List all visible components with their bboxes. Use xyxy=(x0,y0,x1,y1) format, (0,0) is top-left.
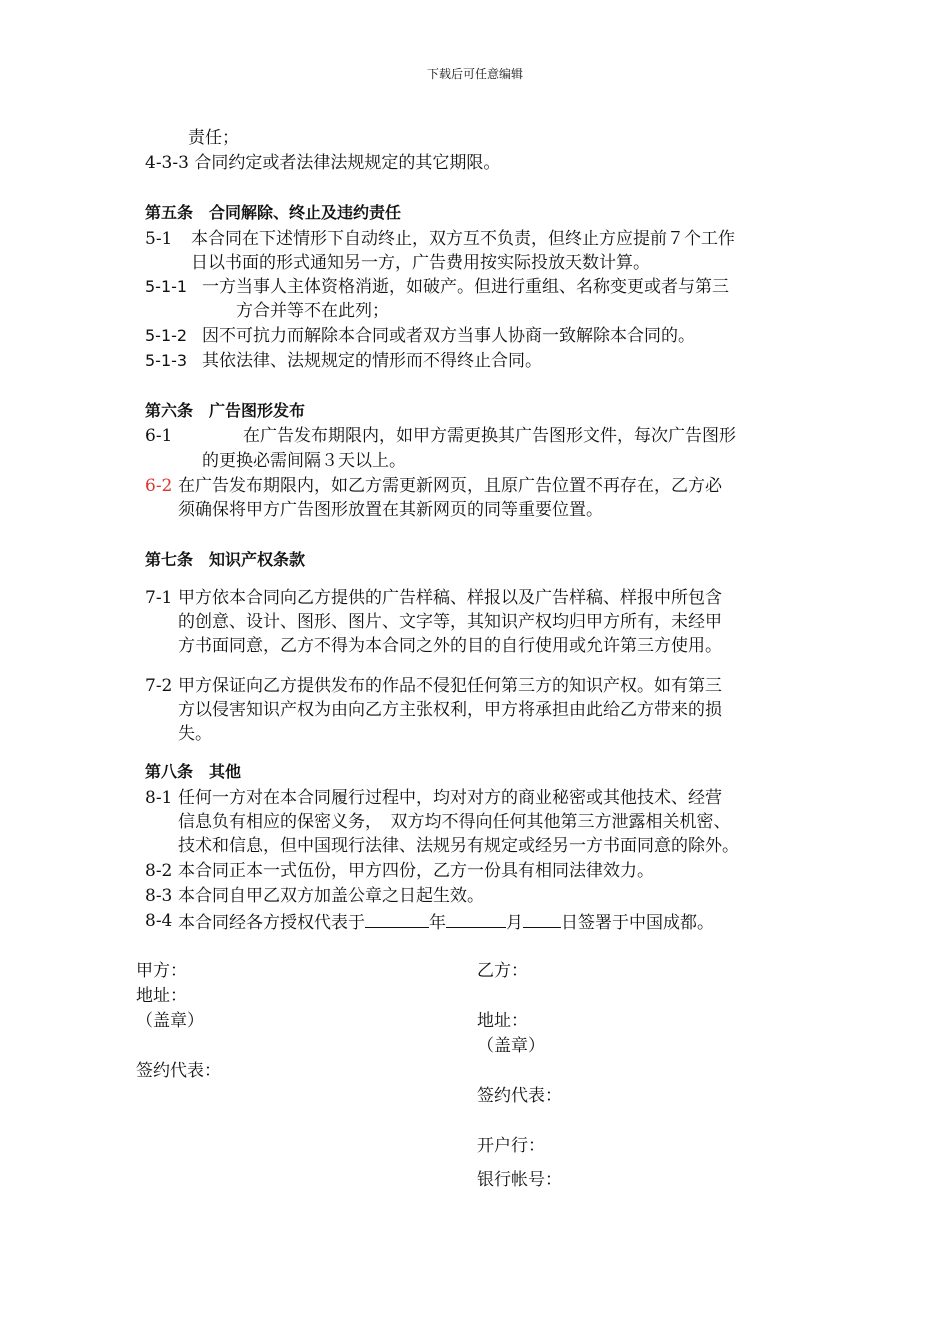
clause-5-1-line-1: 本合同在下述情形下自动终止，双方互不负责，但终止方应提前７个工作 xyxy=(191,229,735,249)
clause-8-1-line-3: 技术和信息，但中国现行法律、法规另有规定或经另一方书面同意的除外。 xyxy=(178,836,739,856)
clause-7-1-line-3: 方书面同意，乙方不得为本合同之外的目的自行使用或允许第三方使用。 xyxy=(178,636,722,656)
clause-8-2-number: 8-2 xyxy=(145,861,173,881)
page-header: 下载后可任意编辑 xyxy=(426,67,523,81)
party-b-account: 银行帐号： xyxy=(477,1170,562,1190)
clause-6-2-line-2: 须确保将甲方广告图形放置在其新网页的同等重要位置。 xyxy=(178,500,603,520)
article-8-heading: 第八条 其他 xyxy=(145,762,242,781)
party-a-seal: （盖章） xyxy=(136,1011,204,1031)
article-7-heading: 第七条 知识产权条款 xyxy=(145,550,306,569)
party-b-address: 地址： xyxy=(477,1011,528,1031)
clause-number: 4-3-3 xyxy=(145,153,189,173)
year-blank[interactable] xyxy=(365,909,429,928)
clause-6-2-line-1: 在广告发布期限内，如乙方需更新网页，且原广告位置不再存在，乙方必 xyxy=(178,476,722,496)
clause-6-1-line-1: 在广告发布期限内，如甲方需更换其广告图形文件，每次广告图形 xyxy=(243,426,736,446)
signing-text-pre: 本合同经各方授权代表于 xyxy=(178,913,365,933)
clause-5-1-1-number: 5-1-1 xyxy=(145,277,188,296)
party-b-seal: （盖章） xyxy=(477,1036,545,1056)
clause-5-1-3-text: 其依法律、法规规定的情形而不得终止合同。 xyxy=(202,351,542,371)
party-a-address: 地址： xyxy=(136,986,187,1006)
clause-7-2-line-3: 失。 xyxy=(178,724,212,744)
clause-6-2-number: 6-2 xyxy=(145,476,173,496)
continuation-text: 责任； xyxy=(188,128,239,148)
clause-7-2-line-2: 方以侵害知识产权为由向乙方主张权利，甲方将承担由此给乙方带来的损 xyxy=(178,700,722,720)
clause-8-2-text: 本合同正本一式伍份，甲方四份，乙方一份具有相同法律效力。 xyxy=(178,861,654,881)
article-6-heading: 第六条 广告图形发布 xyxy=(145,401,306,420)
clause-8-1-line-1: 任何一方对在本合同履行过程中，均对对方的商业秘密或其他技术、经营 xyxy=(178,788,722,808)
clause-5-1-2-text: 因不可抗力而解除本合同或者双方当事人协商一致解除本合同的。 xyxy=(202,326,695,346)
month-blank[interactable] xyxy=(446,909,506,928)
clause-5-1-1-line-1: 一方当事人主体资格消逝，如破产。但进行重组、名称变更或者与第三 xyxy=(202,277,729,297)
clause-5-1-number: 5-1 xyxy=(145,229,173,249)
clause-8-3-number: 8-3 xyxy=(145,886,173,906)
clause-6-1-line-2: 的更换必需间隔３天以上。 xyxy=(202,451,406,471)
year-label: 年 xyxy=(429,913,446,933)
clause-text: 合同约定或者法律法规规定的其它期限。 xyxy=(188,153,501,173)
clause-8-4-text xyxy=(178,909,714,935)
clause-5-1-line-2: 日以书面的形式通知另一方，广告费用按实际投放天数计算。 xyxy=(191,253,650,273)
clause-7-1-line-2: 的创意、设计、图形、图片、文字等，其知识产权均归甲方所有，未经甲 xyxy=(178,612,722,632)
signing-text-post: 日签署于中国成都。 xyxy=(561,913,714,933)
clause-8-4-number: 8-4 xyxy=(145,911,173,931)
clause-7-1-number: 7-1 xyxy=(145,588,173,608)
party-b-bank: 开户行： xyxy=(477,1136,545,1156)
clause-5-1-2-number: 5-1-2 xyxy=(145,326,188,345)
party-a-label: 甲方： xyxy=(136,961,187,981)
clause-7-2-line-1: 甲方保证向乙方提供发布的作品不侵犯任何第三方的知识产权。如有第三 xyxy=(178,676,722,696)
party-a-representative: 签约代表： xyxy=(136,1061,221,1081)
clause-7-1-line-1: 甲方依本合同向乙方提供的广告样稿、样报以及广告样稿、样报中所包含 xyxy=(178,588,722,608)
party-b-label: 乙方： xyxy=(477,961,528,981)
month-label: 月 xyxy=(506,913,523,933)
article-5-heading: 第五条 合同解除、终止及违约责任 xyxy=(145,203,402,222)
clause-6-1-number: 6-1 xyxy=(145,426,173,446)
party-b-representative: 签约代表： xyxy=(477,1086,562,1106)
clause-5-1-3-number: 5-1-3 xyxy=(145,351,188,370)
clause-8-1-line-2: 信息负有相应的保密义务， 双方均不得向任何其他第三方泄露相关机密、 xyxy=(178,812,731,832)
clause-4-3-3 xyxy=(145,151,500,175)
day-blank[interactable] xyxy=(523,909,561,928)
clause-7-2-number: 7-2 xyxy=(145,676,173,696)
clause-5-1-1-line-2: 方合并等不在此列； xyxy=(236,301,389,321)
clause-8-1-number: 8-1 xyxy=(145,788,173,808)
clause-8-3-text: 本合同自甲乙双方加盖公章之日起生效。 xyxy=(178,886,484,906)
